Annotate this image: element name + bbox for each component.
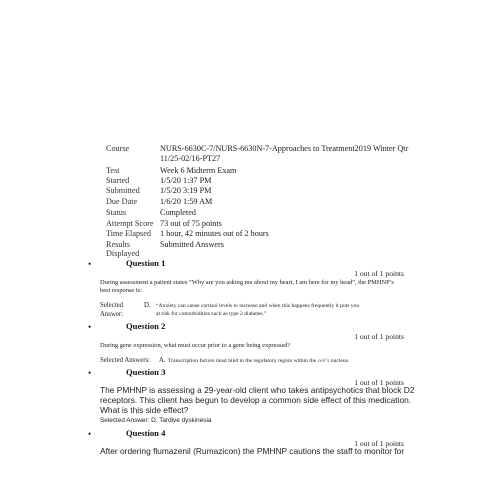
test-value: Week 6 Midterm Exam bbox=[160, 166, 237, 175]
bullet: • bbox=[88, 259, 92, 269]
submitted-label: Submitted bbox=[106, 186, 140, 195]
selected-answer-label: Selected bbox=[100, 302, 124, 309]
selected-answer-text-line2: at risk for comorbidities such as type 2 diabetes.” bbox=[156, 311, 267, 317]
selected-answer-letter: D. bbox=[144, 302, 151, 309]
question-text-line1: After ordering flumazenil (Rumazicon) the PMHNP cautions the staff to monitor for bbox=[100, 446, 405, 456]
started-value: 1/5/20 1:37 PM bbox=[160, 176, 212, 185]
answer-grey: cell’s bbox=[317, 358, 330, 364]
question-points: 1 out of 1 points bbox=[354, 439, 404, 448]
time-elapsed-label: Time Elapsed bbox=[106, 229, 151, 238]
results-label-line2: Displayed bbox=[106, 249, 140, 258]
question-text-line2: best response is: bbox=[100, 287, 142, 294]
selected-answer-label: Selected Answers: bbox=[100, 357, 151, 364]
selected-answer: Selected Answer: D. Tardive dyskinesia bbox=[100, 417, 212, 424]
question-text-line2: receptors. This client has begun to develop a common side effect of this medication. bbox=[100, 395, 412, 405]
course-label: Course bbox=[106, 144, 130, 153]
question-text: During gene expression, what must occur prior to a gene being expressed? bbox=[100, 342, 291, 349]
question-points: 1 out of 1 points bbox=[354, 378, 404, 387]
course-value: NURS-6630C-7/NURS-6630N-7-Approaches to Treatment2019 Winter Qtr bbox=[160, 144, 409, 153]
question-text: During assessment a patient states “Why are you asking me about my heart, I am here for my head”, the PMHNP’s bbox=[100, 279, 394, 286]
question-title: Question 2 bbox=[126, 321, 166, 331]
answer-tail: nucleus. bbox=[330, 358, 350, 364]
status-label: Status bbox=[106, 208, 127, 217]
question-title: Question 1 bbox=[126, 258, 166, 268]
question-points: 1 out of 1 points bbox=[354, 269, 404, 278]
time-elapsed-value: 1 hour, 42 minutes out of 2 hours bbox=[160, 229, 269, 238]
selected-answer-text bbox=[168, 358, 349, 365]
bullet: • bbox=[88, 322, 92, 332]
question-text-line1: The PMHNP is assessing a 29-year-old client who takes antipsychotics that block D2 bbox=[100, 385, 415, 395]
due-date-value: 1/6/20 1:59 AM bbox=[160, 197, 213, 206]
bullet: • bbox=[88, 429, 92, 439]
answer-main: Transcription factors must bind to the regulatory region within the bbox=[168, 358, 317, 364]
attempt-score-label: Attempt Score bbox=[106, 219, 154, 228]
status-value: Completed bbox=[160, 208, 196, 217]
test-label: Test bbox=[106, 166, 120, 175]
question-title: Question 4 bbox=[126, 428, 166, 438]
course-value-line2: 11/25-02/16-PT27 bbox=[160, 154, 221, 163]
submitted-value: 1/5/20 3:19 PM bbox=[160, 186, 212, 195]
attempt-score-value: 73 out of 75 points bbox=[160, 219, 222, 228]
started-label: Started bbox=[106, 176, 130, 185]
question-title: Question 3 bbox=[126, 367, 166, 377]
bullet: • bbox=[88, 368, 92, 378]
selected-answer-text: “Anxiety can cause cortisol levels to increase and when this happens frequently it puts you bbox=[156, 303, 360, 309]
question-points: 1 out of 1 points bbox=[354, 332, 404, 341]
selected-answer-label-line2: Answer: bbox=[100, 311, 124, 318]
selected-answer-letter: A. bbox=[159, 357, 166, 364]
results-label: Results bbox=[106, 240, 131, 249]
results-value: Submitted Answers bbox=[160, 240, 224, 249]
due-date-label: Due Date bbox=[106, 197, 138, 206]
question-text-line3: What is this side effect? bbox=[100, 405, 189, 415]
